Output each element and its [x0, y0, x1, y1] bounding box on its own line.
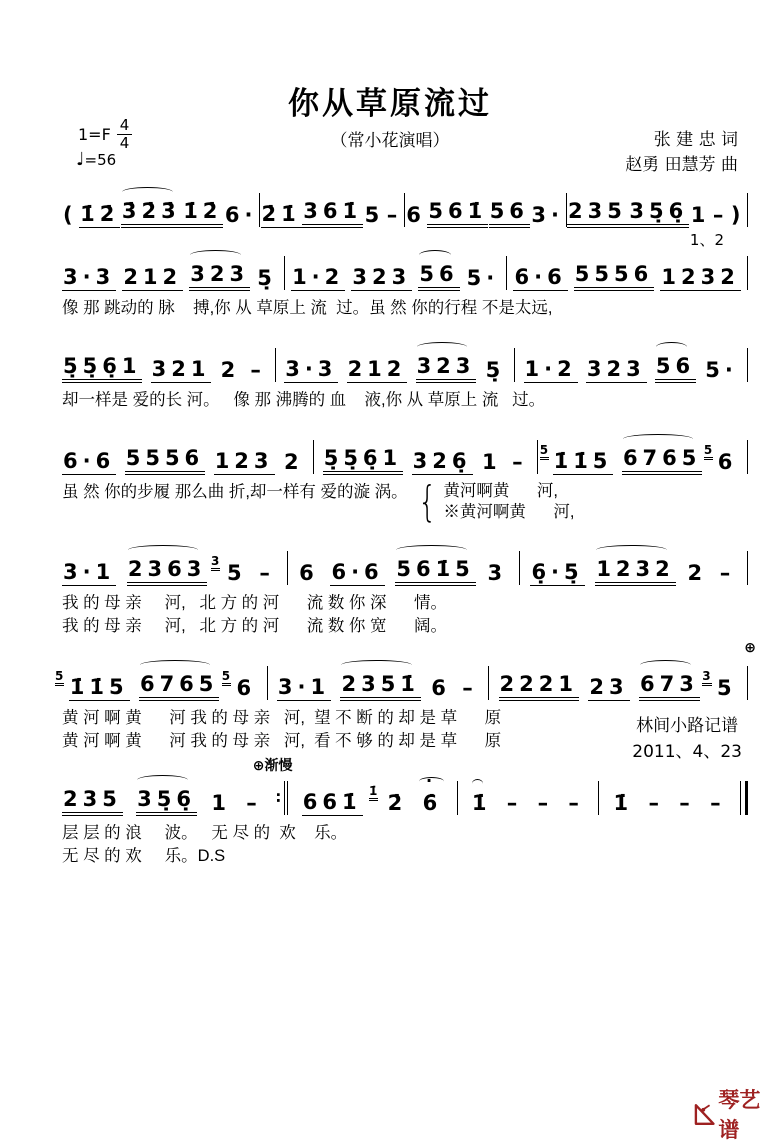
lyric-line: 黄 河 啊 黄 河 我 的 母 亲 河, 望 不 断 的 却 是 草 原 — [62, 709, 502, 727]
music-system — [62, 237, 748, 320]
lyric-line: 黄 河 啊 黄 河 我 的 母 亲 河, 看 不 够 的 却 是 草 原 — [62, 732, 502, 750]
note-group: 1 — [482, 449, 502, 474]
grace-note: 5 — [704, 444, 713, 460]
grace-note: 3 — [702, 670, 711, 686]
lyric-line: 像 那 跳动的 脉 搏,你 从 草原上 流 过。虽 然 你的行程 不是太远, — [62, 299, 553, 317]
note-group: 235 — [62, 786, 123, 816]
duration-dash: – — [719, 560, 736, 585]
barline — [514, 348, 515, 382]
note-group: ( — [63, 202, 78, 227]
note-group: 5̣5̣6̣1 — [323, 445, 403, 475]
note-group: 35̣6̣ — [628, 198, 689, 228]
note-group: 56 — [655, 353, 696, 383]
note-group: 5· — [705, 357, 738, 382]
grace-note: 5 — [55, 670, 64, 686]
qinyipu-logo-text: 琴艺谱 — [718, 1089, 761, 1142]
lyric-brace-group — [414, 477, 575, 527]
note-group: 6 — [299, 560, 319, 585]
duration-dash: – — [512, 449, 528, 474]
barline — [537, 440, 538, 474]
time-signature-numerator: 4 — [117, 117, 133, 135]
note-group: 35̣6̣ — [136, 786, 197, 816]
transcription-credit — [632, 714, 742, 765]
note-group: 212 — [347, 356, 408, 383]
composer-credit: 赵勇 田慧芳 曲 — [625, 154, 738, 175]
page-title: 你从草原流过 — [288, 86, 492, 122]
note-group: 6765 — [139, 671, 219, 701]
tempo-value: =56 — [84, 151, 117, 169]
duration-dash: – — [568, 790, 584, 815]
note-group: 23 — [588, 674, 629, 701]
note-group: 6 — [236, 675, 257, 700]
note-group: 5̣ — [485, 357, 506, 382]
note-group: 2 — [220, 357, 241, 382]
duration-dash: – — [259, 560, 275, 585]
lyric-line: 黄河啊黄 河, — [443, 482, 558, 500]
barline — [488, 666, 489, 700]
note-group: 3· — [531, 202, 565, 227]
barline — [747, 193, 748, 227]
grace-note: 5 — [222, 670, 231, 686]
note-group: 123 — [214, 448, 275, 475]
barline — [747, 256, 748, 290]
barline — [519, 551, 520, 585]
note-group: 323 — [416, 353, 477, 383]
note-group: 2363 — [127, 556, 207, 586]
lyrics — [62, 822, 748, 868]
score — [55, 174, 756, 877]
grace-note: 5 — [540, 444, 549, 460]
music-line — [62, 190, 748, 228]
note-group: 56 — [418, 261, 459, 291]
note-group: 5̣ — [257, 265, 277, 290]
note-group: 235 — [567, 198, 628, 228]
note-group: 1̇1̇5 — [553, 448, 614, 475]
note-group: 1·2 — [524, 356, 578, 383]
music-system — [62, 329, 748, 412]
music-system — [62, 532, 748, 638]
music-line — [62, 758, 748, 816]
lyric-line: 无 尽 的 欢 乐。D.S — [62, 847, 226, 865]
note-group: 3̇2̇3̇ — [121, 198, 182, 228]
lyrics — [62, 592, 748, 638]
note-group: 3·3 — [284, 356, 338, 383]
lyric-column — [62, 481, 408, 504]
note-group: 1232 — [660, 264, 740, 291]
duration-dash: – — [506, 790, 523, 815]
note-group: 5556 — [125, 445, 205, 475]
note-group: 673 — [639, 671, 700, 701]
key-label: 1=F — [78, 124, 111, 144]
note-group: 2221 — [499, 671, 579, 701]
barline — [457, 781, 458, 815]
note-group: 6̇ · — [422, 790, 444, 816]
barline — [506, 256, 507, 290]
duration-dash: – — [250, 357, 266, 382]
lyric-line: 虽 然 你的步履 那么曲 折,却一样有 爱的漩 涡。 — [62, 483, 408, 501]
lyric-column — [62, 297, 552, 320]
tempo-marking — [76, 149, 116, 170]
note-group: 2̇ — [387, 790, 408, 815]
barline — [598, 781, 599, 815]
final-barline — [740, 781, 748, 815]
note-group: 1̇2̇ — [182, 198, 223, 228]
note-group: 5 — [227, 560, 247, 585]
note-group: 2 — [284, 449, 304, 474]
note-group: 1̇ — [471, 790, 492, 815]
duration-dash: – — [246, 790, 262, 815]
credits — [625, 128, 738, 177]
note-group: 6·6 — [62, 448, 116, 475]
lyric-line: ※黄河啊黄 河, — [443, 503, 575, 521]
note-group: 1̇1̇5 — [69, 674, 130, 701]
note-group: 321 — [151, 356, 212, 383]
key-signature — [78, 117, 132, 151]
note-group: 561̇5 — [395, 556, 475, 586]
note-group: 3·3 — [62, 264, 116, 291]
note-group: 2̇1̇ — [261, 201, 302, 228]
note-group: 1̇2̇ — [79, 201, 120, 228]
barline — [267, 666, 268, 700]
music-line — [62, 437, 748, 475]
time-signature — [117, 117, 133, 151]
note-group: 56 — [489, 198, 530, 228]
grace-note: 1̇ — [369, 785, 378, 801]
transcription-date: 2011、4、23 — [632, 741, 742, 762]
note-group: 5556 — [574, 261, 654, 291]
barline — [313, 440, 314, 474]
lyric-line: 却一样是 爱的长 河。 像 那 沸腾的 血 液,你 从 草原上 流 过。 — [62, 391, 546, 409]
lyrics — [62, 389, 748, 412]
barline — [284, 256, 285, 290]
music-system — [62, 174, 748, 249]
duration-dash: – — [712, 202, 729, 227]
note-group: 3·1 — [62, 559, 116, 586]
brace-icon: { — [417, 477, 437, 527]
duration-dash: – — [648, 790, 664, 815]
music-line — [62, 345, 748, 383]
music-system — [62, 758, 748, 868]
time-signature-denominator: 4 — [119, 133, 130, 152]
note-group: 1̇ — [613, 790, 634, 815]
music-line — [62, 548, 748, 586]
brace-lyric-rows — [443, 481, 574, 523]
note-group: 323 — [351, 264, 412, 291]
barline — [287, 551, 288, 585]
music-line — [55, 640, 756, 701]
note-group: 6· — [224, 202, 258, 227]
note-group: 1 — [211, 790, 231, 815]
volta-label: 1、2 — [689, 231, 724, 249]
duration-dash: – — [386, 202, 403, 227]
barline — [275, 348, 276, 382]
note-group: 361̇ — [302, 198, 363, 228]
lyrics — [62, 297, 748, 320]
lyric-column — [62, 592, 447, 638]
note-group: 1232 — [595, 556, 675, 586]
note-group: 561̇ — [427, 198, 488, 228]
coda-icon: ⊕ — [744, 640, 756, 656]
note-group: ) — [730, 202, 746, 227]
note-group: 323 — [189, 261, 250, 291]
note-group: 323 — [586, 356, 647, 383]
performer-subtitle: （常小花演唱） — [330, 131, 450, 151]
coda-rit-annotation: ⊕渐慢 — [252, 758, 293, 774]
barline — [747, 440, 748, 474]
lyrics — [62, 477, 748, 527]
note-group: 661̇ — [302, 789, 363, 816]
barline — [747, 348, 748, 382]
lyric-column — [62, 707, 501, 753]
duration-dash: – — [537, 790, 554, 815]
note-group: 5̣5̣6̣1 — [62, 353, 142, 383]
quarter-note-icon: ♩ — [76, 149, 85, 170]
note-group: 6·6 — [513, 264, 567, 291]
qinyipu-watermark — [691, 1084, 780, 1144]
note-group: 5· — [466, 265, 500, 290]
note-group: 1·2 — [291, 264, 345, 291]
note-group: 6 — [406, 202, 426, 227]
note-group: 3·1 — [277, 674, 331, 701]
note-group: 6765 — [622, 445, 702, 475]
lyric-line: 层 层 的 浪 波。 无 尽 的 欢 乐。 — [62, 824, 348, 842]
barline — [747, 551, 748, 585]
lyricist-credit: 张 建 忠 词 — [653, 130, 738, 150]
lyric-column — [62, 822, 347, 868]
note-group: 6 — [717, 449, 738, 474]
note-group: 2 — [687, 560, 708, 585]
lyric-line: 我 的 母 亲 河, 北 方 的 河 流 数 你 深 情。 — [62, 594, 448, 612]
note-group: 5 — [364, 202, 385, 227]
duration-dash: – — [679, 790, 695, 815]
note-group: 2351̇ — [340, 671, 420, 701]
qinyipu-logo-icon — [691, 1101, 717, 1128]
note-group: 6 — [431, 675, 451, 700]
transcriber: 林间小路记谱 — [636, 716, 739, 736]
lyric-column — [62, 389, 545, 412]
note-group: 1 — [690, 202, 711, 227]
duration-dash: – — [710, 790, 726, 815]
note-group: 212 — [122, 264, 183, 291]
duration-dash: – — [462, 675, 478, 700]
note-group: 3 — [487, 560, 508, 585]
note-group: 5 — [716, 675, 737, 700]
music-line — [62, 253, 748, 291]
music-system — [62, 421, 748, 527]
note-group: 6·6 — [330, 559, 384, 586]
repeat-barline: ∶ ⊕渐慢 — [276, 781, 288, 815]
grace-note: 3 — [211, 555, 220, 571]
note-group: 6̣·5̣ — [530, 559, 584, 586]
note-group: 326̣ — [412, 448, 473, 475]
lyric-line: 我 的 母 亲 河, 北 方 的 河 流 数 你 宽 阔。 — [62, 617, 448, 635]
barline — [744, 640, 756, 700]
